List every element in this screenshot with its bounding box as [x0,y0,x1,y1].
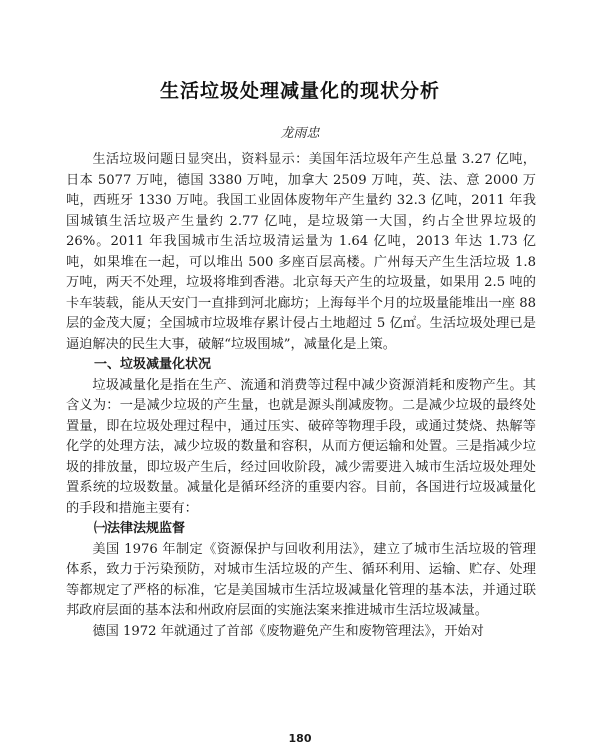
paragraph-intro: 生活垃圾问题日显突出，资料显示：美国年活垃圾年产生总量 3.27 亿吨，日本 5077 万吨，德国 3380 万吨，加拿大 2509 万吨，英、法、意 2000 万吨，西班牙 1330 万吨。我国工业固体废物年产生量约 32.3 亿吨，2011 年我国城镇生活垃圾产生量约 2.77 亿吨，是垃圾第一大国，约占全世界垃圾的 26%。2011 年我国城市生活垃圾清运量为 1.64 亿吨，2013 年达 1.73 亿吨，如果堆在一起，可以堆出 500 多座百层高楼。广州每天产生生活垃圾 1.8 万吨，两天不处理，垃圾将堆到香港。北京每天产生的垃圾量，如果用 2.5 吨的卡车装载，能从天安门一直排到河北廊坊；上海每半个月的垃圾量能堆出一座 88 层的金茂大厦；全国城市垃圾堆存累计侵占土地超过 5 亿㎡。生活垃圾处理已是逼迫解决的民生大事，破解“垃圾围城”，减量化是上策。 [66,152,536,352]
subsection-heading: ㈠法律法规监督 [94,521,186,536]
paragraph-definition: 垃圾减量化是指在生产、流通和消费等过程中减少资源消耗和废物产生。其含义为：一是减少垃圾的产生量，也就是源头削减废物。二是减少垃圾的最终处置量，即在垃圾处理过程中，通过压实、破碎等物理手段，或通过焚烧、热解等化学的处理方法，减少垃圾的数量和容积，从而方便运输和处置。三是指减少垃圾的排放量，即垃圾产生后，经过回收阶段，减少需要进入城市生活垃圾处理处置系统的垃圾数量。减量化是循环经济的重要内容。目前，各国进行垃圾减量化的手段和措施主要有： [66,377,536,516]
article-title: 生活垃圾处理减量化的现状分析 [159,80,440,102]
article-body [66,150,536,642]
paragraph-germany: 德国 1972 年就通过了首部《废物避免产生和废物管理法》，开始对 [92,623,484,639]
paragraph-usa: 美国 1976 年制定《资源保护与回收利用法》，建立了城市生活垃圾的管理体系，致力于污染预防，对城市生活垃圾的产生、循环利用、运输、贮存、处理等都规定了严格的标准，它是美国城市生活垃圾减量化管理的基本法，并通过联邦政府层面的基本法和州政府层面的实施法案来推进城市生活垃圾减量。 [66,541,536,618]
section-heading: 一、垃圾减量化状况 [94,357,212,372]
page-number: 180 [288,732,312,745]
article-author: 龙雨忠 [280,126,320,141]
